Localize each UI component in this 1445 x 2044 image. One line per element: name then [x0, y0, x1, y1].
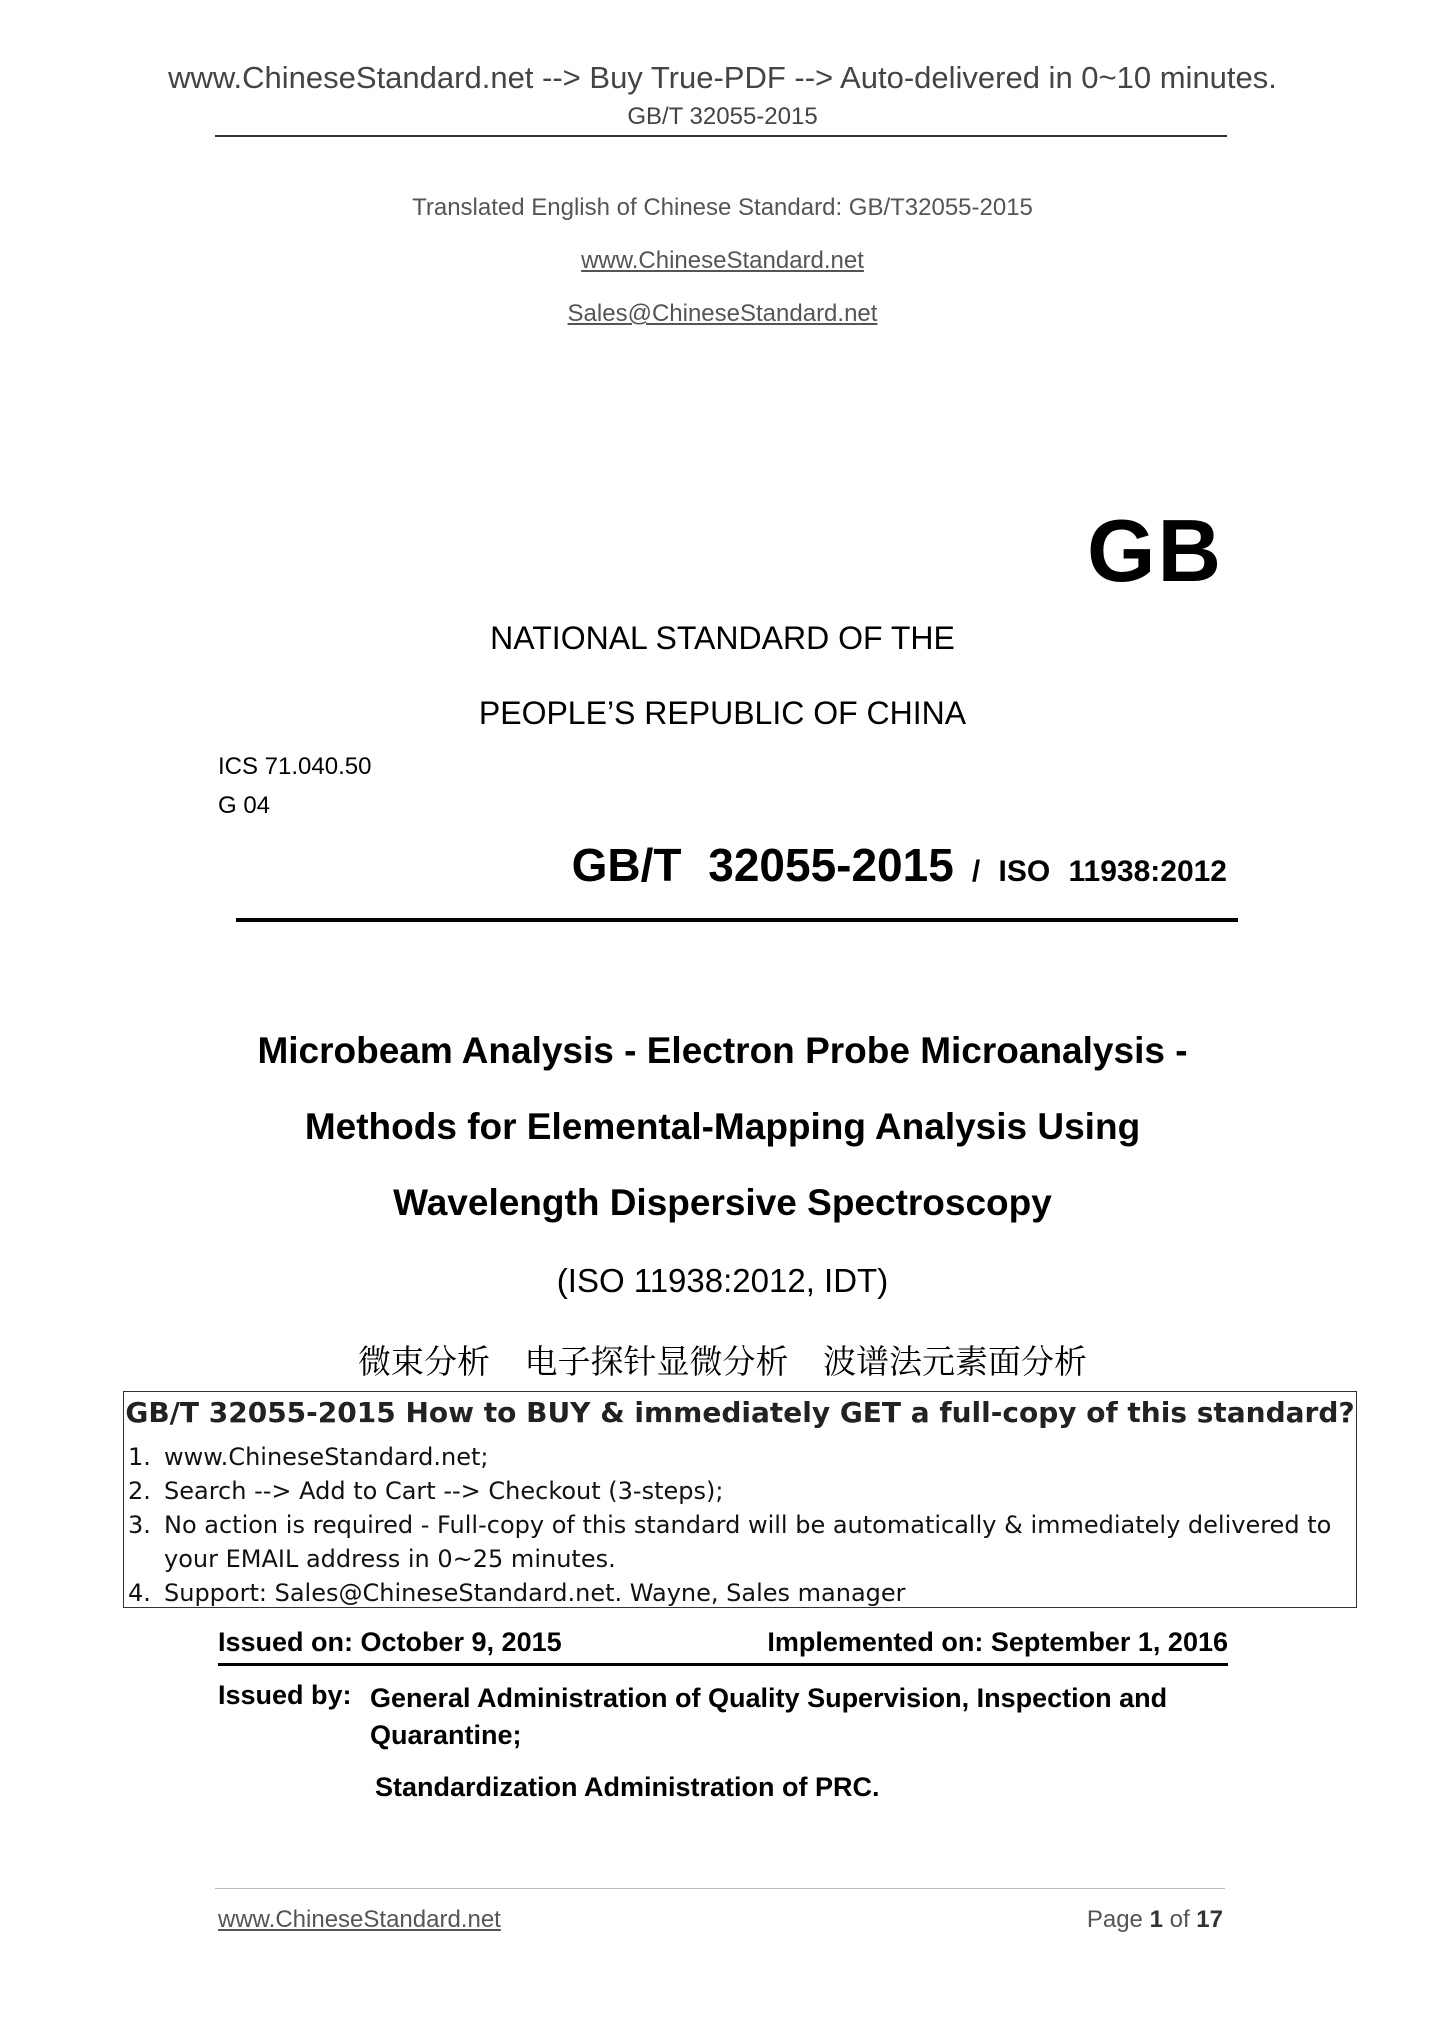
- buy-heading: GB/T 32055-2015 How to BUY & immediately GET a full-copy of this standard?: [125, 1396, 1355, 1429]
- page-current: 1: [1149, 1906, 1163, 1933]
- buy-step-text: Search --> Add to Cart --> Checkout (3-steps);: [164, 1477, 724, 1505]
- issued-by-label: Issued by:: [218, 1680, 352, 1710]
- buy-step-3: [128, 1508, 1348, 1576]
- buy-instructions-box: [123, 1391, 1357, 1608]
- page-total: 17: [1196, 1906, 1223, 1933]
- issued-on-date: Issued on: October 9, 2015: [218, 1627, 562, 1657]
- buy-step-number: 1.: [128, 1443, 151, 1471]
- national-standard-line1: NATIONAL STANDARD OF THE: [490, 620, 955, 656]
- buy-step-number: 2.: [128, 1477, 151, 1505]
- implemented-on-date: Implemented on: September 1, 2016: [767, 1627, 1228, 1657]
- national-standard-line2: PEOPLE’S REPUBLIC OF CHINA: [478, 695, 967, 731]
- buy-step-text: www.ChineseStandard.net;: [164, 1443, 489, 1471]
- issuing-authority-2: Standardization Administration of PRC.: [375, 1772, 880, 1802]
- buy-step-text: No action is required - Full-copy of this standard will be automatically & immediately delivered to your EMAIL address in 0~25 minutes.: [164, 1511, 1332, 1573]
- translated-notice: Translated English of Chinese Standard: GB/T32055-2015: [412, 194, 1033, 221]
- chinese-title: 微束分析 电子探针显微分析 波谱法元素面分析: [358, 1342, 1087, 1381]
- buy-step-2: [128, 1474, 1348, 1508]
- issuing-authority-1: General Administration of Quality Supervision, Inspection and Quarantine;: [370, 1683, 1168, 1750]
- header-standard-code: GB/T 32055-2015: [627, 103, 818, 130]
- iso-equivalence: (ISO 11938:2012, IDT): [556, 1262, 889, 1299]
- buy-step-number: 4.: [128, 1579, 151, 1607]
- title-line-1: Microbeam Analysis - Electron Probe Microanalysis -: [257, 1030, 1188, 1071]
- buy-step-4: [128, 1576, 1348, 1610]
- issue-divider: [218, 1663, 1228, 1666]
- header-divider: [215, 135, 1227, 137]
- iso-number: / ISO 11938:2012: [971, 855, 1227, 888]
- title-line-3: Wavelength Dispersive Spectroscopy: [393, 1182, 1052, 1223]
- footer-site-link[interactable]: www.ChineseStandard.net: [218, 1906, 501, 1933]
- title-line-2: Methods for Elemental-Mapping Analysis Using: [304, 1106, 1141, 1147]
- buy-step-text: Support: Sales@ChineseStandard.net. Wayne, Sales manager: [164, 1579, 906, 1607]
- buy-step-number: 3.: [128, 1511, 151, 1539]
- gb-number: GB/T 32055-2015: [571, 839, 954, 891]
- standard-number: [572, 838, 1227, 892]
- top-banner: www.ChineseStandard.net --> Buy True-PDF --> Auto-delivered in 0~10 minutes.: [168, 60, 1277, 95]
- page-prefix: Page: [1086, 1906, 1143, 1933]
- buy-steps-list: [128, 1440, 1348, 1610]
- gb-logo: GB: [1087, 501, 1223, 600]
- footer-divider: [215, 1888, 1225, 1889]
- classification-code: G 04: [218, 792, 271, 819]
- site-link[interactable]: www.ChineseStandard.net: [581, 247, 864, 274]
- page-of: of: [1169, 1906, 1190, 1933]
- sales-email-link[interactable]: Sales@ChineseStandard.net: [567, 300, 878, 327]
- footer-site-line: [218, 1906, 501, 1934]
- buy-step-1: [128, 1440, 1348, 1474]
- ics-code: ICS 71.040.50: [218, 753, 372, 780]
- page-number: [1087, 1906, 1223, 1934]
- intro-sales-line: [0, 300, 1445, 328]
- standard-divider: [236, 918, 1238, 922]
- intro-site-line: [0, 247, 1445, 275]
